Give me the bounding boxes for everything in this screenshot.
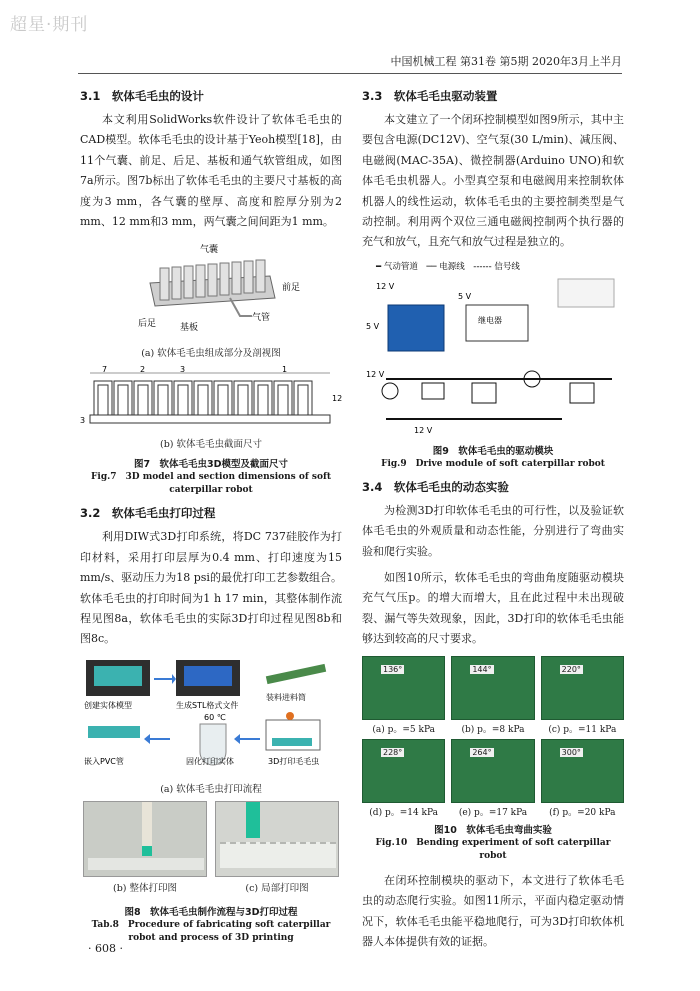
figure-8-caption-en: Tab.8 Procedure of fabricating soft caterpillar robot and process of 3D printing (91, 919, 331, 943)
figure-7-caption-en: Fig.7 3D model and section dimensions of soft caterpillar robot (91, 472, 331, 496)
figure-7-caption-cn: 图7 软体毛毛虫3D模型及截面尺寸 (133, 459, 289, 471)
section-3-1-title: 3.1 软体毛毛虫的设计 (80, 89, 204, 103)
label-5v-mid: 5 V (458, 291, 472, 301)
page-number: · 608 · (88, 942, 123, 955)
label-12v-bottom: 12 V (414, 425, 433, 435)
figure-8a-subcaption: (a) 软体毛毛虫打印流程 (160, 783, 262, 795)
label-tube: 气管 (252, 313, 271, 324)
dim-7: 7 (102, 365, 108, 375)
bending-panel (541, 656, 624, 735)
section-3-1-paragraph: 本文利用SolidWorks软件设计了软体毛毛虫的CAD模型。软体毛毛虫的设计基于Yeoh模型[18]，由11个气囊、前足、后足、基板和通气软管组成，如图7a所示。图7b标出了软体毛毛虫的主要尺寸基板的高度为3 mm，各气囊的壁厚、高度和腔厚分别为2 mm、12 mm和3 mm，两气囊之间间距为1 mm。 (80, 113, 342, 229)
bend-angle: 220° (561, 664, 581, 674)
bending-panel (362, 739, 445, 818)
label-rear-foot: 后足 (138, 319, 157, 330)
label-cure: 固化打印实体 (186, 756, 234, 766)
label-relay: 继电器 (478, 315, 502, 325)
photo-local-print (215, 801, 339, 900)
crawling-paragraph: 在闭环控制模块的驱动下，本文进行了软体毛毛虫的动态爬行实验。如图11所示，平面内稳定驱动情况下，软体毛毛虫能平稳地爬行，可为3D打印软体机器人本体提供有效的证据。 (362, 873, 624, 948)
fig9-legend: ━ 气动管道 ── 电源线 ------ 信号线 (376, 261, 520, 272)
panel-label: (a) p。=5 kPa (372, 724, 435, 735)
caterpillar-3d-model-illustration (80, 238, 342, 338)
bend-angle: 136° (383, 664, 403, 674)
label-load: 装料进料筒 (266, 692, 306, 702)
right-column (362, 88, 624, 958)
panel-label: (f) p。=20 kPa (549, 807, 616, 818)
label-12v-top: 12 V (376, 281, 395, 291)
panel-label: (b) p。=8 kPa (461, 724, 525, 735)
panel-label: (d) p。=14 kPa (369, 807, 439, 818)
panel-label: (c) p。=11 kPa (548, 724, 617, 735)
label-front-foot: 前足 (282, 283, 301, 294)
figure-10-caption-en: Fig.10 Bending experiment of soft caterpillar robot (375, 837, 611, 861)
section-3-4-title: 3.4 软体毛毛虫的动态实验 (362, 479, 509, 494)
label-create-model: 创建实体模型 (84, 700, 132, 710)
bending-panel (541, 739, 624, 818)
bending-panel (362, 656, 445, 735)
printing-procedure-flowchart (80, 656, 342, 774)
bend-angle: 144° (472, 664, 492, 674)
section-3-3-title: 3.3 软体毛毛虫驱动装置 (362, 89, 498, 103)
dim-12: 12 (332, 394, 342, 404)
figure-8-photos (80, 801, 342, 900)
label-12v-left: 12 V (366, 369, 385, 379)
header-rule (78, 73, 622, 74)
label-temp: 60 ℃ (204, 712, 226, 722)
section-3-2-paragraph: 利用DIW式3D打印系统，将DC 737硅胶作为打印材料，采用打印层厚为0.4 mm、打印速度为15 mm/s、驱动压力为18 psi的最优打印工艺参数组合。软体毛毛虫的打印时间为1 h 17 min，其整体制作流程见图8a，软体毛毛虫的实际3D打印过程见图8b和图8c。 (80, 530, 342, 646)
section-3-4-paragraph-2: 如图10所示，软体毛毛虫的弯曲角度随驱动模块充气气压p。的增大而增大，且在此过程中未出现破裂、漏气等失效现象，因此，3D打印的软体毛毛虫能够达到较高的尺寸要求。 (362, 571, 624, 646)
dim-3-base: 3 (80, 416, 86, 426)
caterpillar-section-dimensions-drawing (80, 365, 342, 429)
bend-angle: 300° (561, 747, 581, 757)
figure-7 (80, 238, 342, 497)
label-5v-left: 5 V (366, 321, 380, 331)
label-base: 基板 (180, 323, 199, 334)
bending-photo-grid (362, 656, 624, 818)
figure-8c-subcaption: (c) 局部打印图 (245, 882, 309, 894)
photo-whole-print (83, 801, 207, 900)
dim-3: 3 (180, 365, 186, 375)
dim-2: 2 (140, 365, 146, 375)
section-3-4-paragraph-1: 为检测3D打印软体毛毛虫的可行性，以及验证软体毛毛虫的外观质量和动态性能，分别进行了弯曲实验和爬行实验。 (362, 503, 624, 558)
drive-module-circuit-diagram (362, 259, 624, 435)
figure-8-caption-cn: 图8 软体毛毛虫制作流程与3D打印过程 (124, 906, 298, 918)
figure-10-caption-cn: 图10 软体毛毛虫弯曲实验 (434, 824, 552, 836)
section-3-2-title: 3.2 软体毛毛虫打印过程 (80, 506, 216, 521)
running-header: 中国机械工程 第31卷 第5期 2020年3月上半月 (390, 55, 622, 68)
figure-9-caption-en: Fig.9 Drive module of soft caterpillar robot (381, 458, 605, 469)
bending-panel (451, 739, 534, 818)
figure-7a-subcaption: (a) 软体毛毛虫组成部分及剖视图 (141, 348, 281, 360)
figure-7b-subcaption: (b) 软体毛毛虫截面尺寸 (159, 439, 262, 451)
label-airbag: 气囊 (200, 245, 219, 256)
panel-label: (e) p。=17 kPa (458, 807, 528, 818)
section-3-3-paragraph: 本文建立了一个闭环控制模型如图9所示，其中主要包含电源(DC12V)、空气泵(30 L/min)、减压阀、电磁阀(MAC-35A)、微控制器(Arduino UNO)和软体毛毛虫机器人。小型真空泵和电磁阀用来控制软体机器人的线性运动，软体毛毛虫的主要控制类型是气动控制。利用两个双位三通电磁阀控制两个执行器的充气和放气，且充气和放气过程是独立的。 (362, 113, 624, 249)
dim-1: 1 (282, 365, 288, 375)
bending-panel (451, 656, 534, 735)
left-column (80, 88, 342, 953)
watermark: 超星·期刊 (10, 15, 89, 35)
bend-angle: 264° (472, 747, 492, 757)
bend-angle: 228° (383, 747, 403, 757)
figure-8 (80, 656, 342, 945)
figure-8b-subcaption: (b) 整体打印图 (112, 882, 177, 894)
figure-9-caption-cn: 图9 软体毛毛虫的驱动模块 (432, 445, 554, 457)
label-stl: 生成STL格式文件 (176, 700, 239, 710)
figure-10 (362, 656, 624, 863)
figure-9 (362, 259, 624, 471)
label-print: 3D打印毛毛虫 (268, 756, 320, 766)
label-embed: 嵌入PVC管 (84, 756, 124, 766)
